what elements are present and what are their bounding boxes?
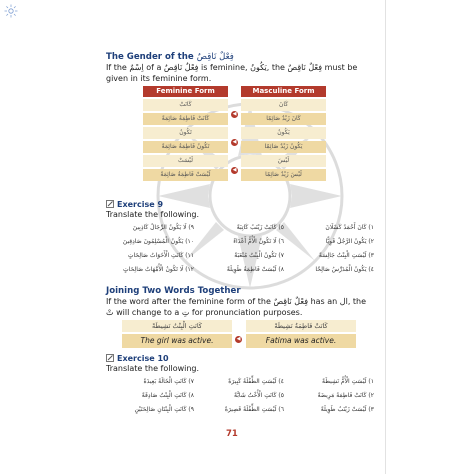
masculine-cell: لَيْسَ <box>241 155 326 167</box>
masculine-cell: كَانَ <box>241 99 326 111</box>
arrow-left-icon: ◀ <box>236 336 241 342</box>
list-item: ٩) كَانَتِ الْبِنْتَانِ صَالِحَتَيْنِ <box>134 406 194 413</box>
masculine-header: Masculine Form <box>241 86 326 97</box>
pencil-icon <box>106 200 114 208</box>
list-item: ٢) يَكُونُ الرَّجُلُ قَوِيًّا <box>325 238 374 245</box>
list-row <box>106 249 374 263</box>
list-item: ٢) كَانَتْ فَاطِمَةُ مَرِيضَةً <box>317 392 374 399</box>
masculine-cell: يَكُونُ <box>241 127 326 139</box>
list-item: ٣) لَيْسَتْ زَيْنَبُ طَوِيلَةً <box>320 406 374 413</box>
exercise-10-list <box>106 375 374 417</box>
joining-examples <box>122 320 358 354</box>
list-row <box>106 263 374 277</box>
example-arabic: كَانَتِ الْبِنْتُ نَشِيطَةً <box>122 320 232 332</box>
feminine-header: Feminine Form <box>143 86 228 97</box>
list-item: ١) لَيْسَتِ الْأُمُّ نَشِيطَةً <box>322 378 374 385</box>
list-row <box>106 375 374 389</box>
masculine-cell: كَانَ زَيْدٌ صَائِمًا <box>241 113 326 125</box>
masculine-cell: يَكُونُ زَيْدٌ صَائِمًا <box>241 141 326 153</box>
feminine-column <box>143 86 228 181</box>
list-row <box>106 389 374 403</box>
example-arabic: كَانَتْ فَاطِمَةُ نَشِيطَةً <box>246 320 356 332</box>
sun-emblem-icon <box>4 4 18 18</box>
gender-forms-table <box>143 86 326 194</box>
feminine-cell: لَيْسَتْ <box>143 155 228 167</box>
section-title: Joining Two Words Together <box>106 286 241 296</box>
feminine-cell: تَكُونُ فَاطِمَةُ صَائِمَةً <box>143 141 228 153</box>
list-item: ٧) كَانَتِ الْخَالَةُ بَعِيدَةً <box>143 378 194 385</box>
pencil-icon <box>106 354 114 362</box>
joining-paragraph: If the word after the feminine form of the فِعْلٌ نَاقِصٌ has an ال, the تْ will change to a تِ for pronunciation purposes. <box>106 297 367 317</box>
arrow-left-icon: ◀ <box>232 111 237 117</box>
list-item: ٦) لَيْسَتِ الطِّفْلَةُ قَصِيرَةً <box>224 406 284 413</box>
exercise-subtitle: Translate the following. <box>106 364 200 373</box>
list-row <box>106 221 374 235</box>
arrow-left-icon: ◀ <box>232 139 237 145</box>
page-spine <box>385 0 386 474</box>
list-row <box>106 403 374 417</box>
exercise-9-list <box>106 221 374 277</box>
feminine-cell: كَانَتْ <box>143 99 228 111</box>
section-title: The Gender of the فِعْلٌ نَاقِصٌ <box>106 52 234 62</box>
arrow-left-icon: ◀ <box>232 167 237 173</box>
list-item: ٨) كَانَتِ الْبِنْتُ صَادِقَةً <box>141 392 194 399</box>
exercise-title: Exercise 9 <box>106 199 370 210</box>
list-item: ٨) لَيْسَتْ فَاطِمَةُ طَوِيلَةً <box>226 266 284 273</box>
feminine-cell: كَانَتْ فَاطِمَةُ صَائِمَةً <box>143 113 228 125</box>
page-number: 71 <box>226 429 238 439</box>
list-item: ٧) تَكُونُ الْبِنْتُ مُتْعَبَةً <box>234 252 284 259</box>
example-english: Fatima was active. <box>246 334 356 348</box>
list-item: ٣) لَيْسَتِ الْبِنْتُ جَالِسَةً <box>318 252 374 259</box>
section-title-arabic: فِعْلٌ نَاقِصٌ <box>196 52 234 62</box>
feminine-cell: تَكُونُ <box>143 127 228 139</box>
list-item: ٥) كَانَتْ زَيْنَبُ كَاتِبَةً <box>236 224 284 231</box>
section-joining <box>106 286 370 318</box>
exercise-subtitle: Translate the following. <box>106 210 200 219</box>
list-item: ٤) يَكُونُ الْمُدَرِّسُ صَالِحًا <box>315 266 374 273</box>
exercise-title: Exercise 10 <box>106 353 370 364</box>
list-item: ٤) لَيْسَتِ الطِّفْلَةُ كَبِيرَةً <box>228 378 284 385</box>
exercise-10-header <box>106 353 370 374</box>
list-item: ٦) لَا تَكُونُ الْأُمُّ أَعْدَاءً <box>233 238 284 245</box>
example-english: The girl was active. <box>122 334 232 348</box>
gender-paragraph: If the اِسْمٌ of a فِعْلٌ نَاقِصٌ is feminine, يَكُونُ, the فِعْلٌ نَاقِصٌ must be given in its feminine form. <box>106 63 358 83</box>
list-item: ١٠) يَكُونُ الْمُسْلِمُونَ صَادِقِينَ <box>122 238 194 245</box>
example-fatima <box>246 320 356 348</box>
masculine-column <box>241 86 326 181</box>
exercise-9-header <box>106 199 370 220</box>
example-girl <box>122 320 232 348</box>
list-item: ١١) كَانَتِ الْأَخَوَاتُ صَالِحَاتٍ <box>127 252 194 259</box>
feminine-cell: لَيْسَتْ فَاطِمَةُ صَائِمَةً <box>143 169 228 181</box>
list-item: ٥) كَانَتِ الْأُخْتُ شَابَّةً <box>234 392 284 399</box>
section-gender <box>106 52 370 84</box>
list-row <box>106 235 374 249</box>
list-item: ١) كَانَ أَحْمَدُ كَسْلَانَ <box>325 224 374 231</box>
masculine-cell: لَيْسَ زَيْدٌ صَائِمًا <box>241 169 326 181</box>
list-item: ٩) لَا يَكُونُ الرِّجَالُ كَاذِبِينَ <box>132 224 194 231</box>
list-item: ١٢) لَا تَكُونُ الْأُمَّهَاتُ صَالِحَاتٍ <box>123 266 194 273</box>
